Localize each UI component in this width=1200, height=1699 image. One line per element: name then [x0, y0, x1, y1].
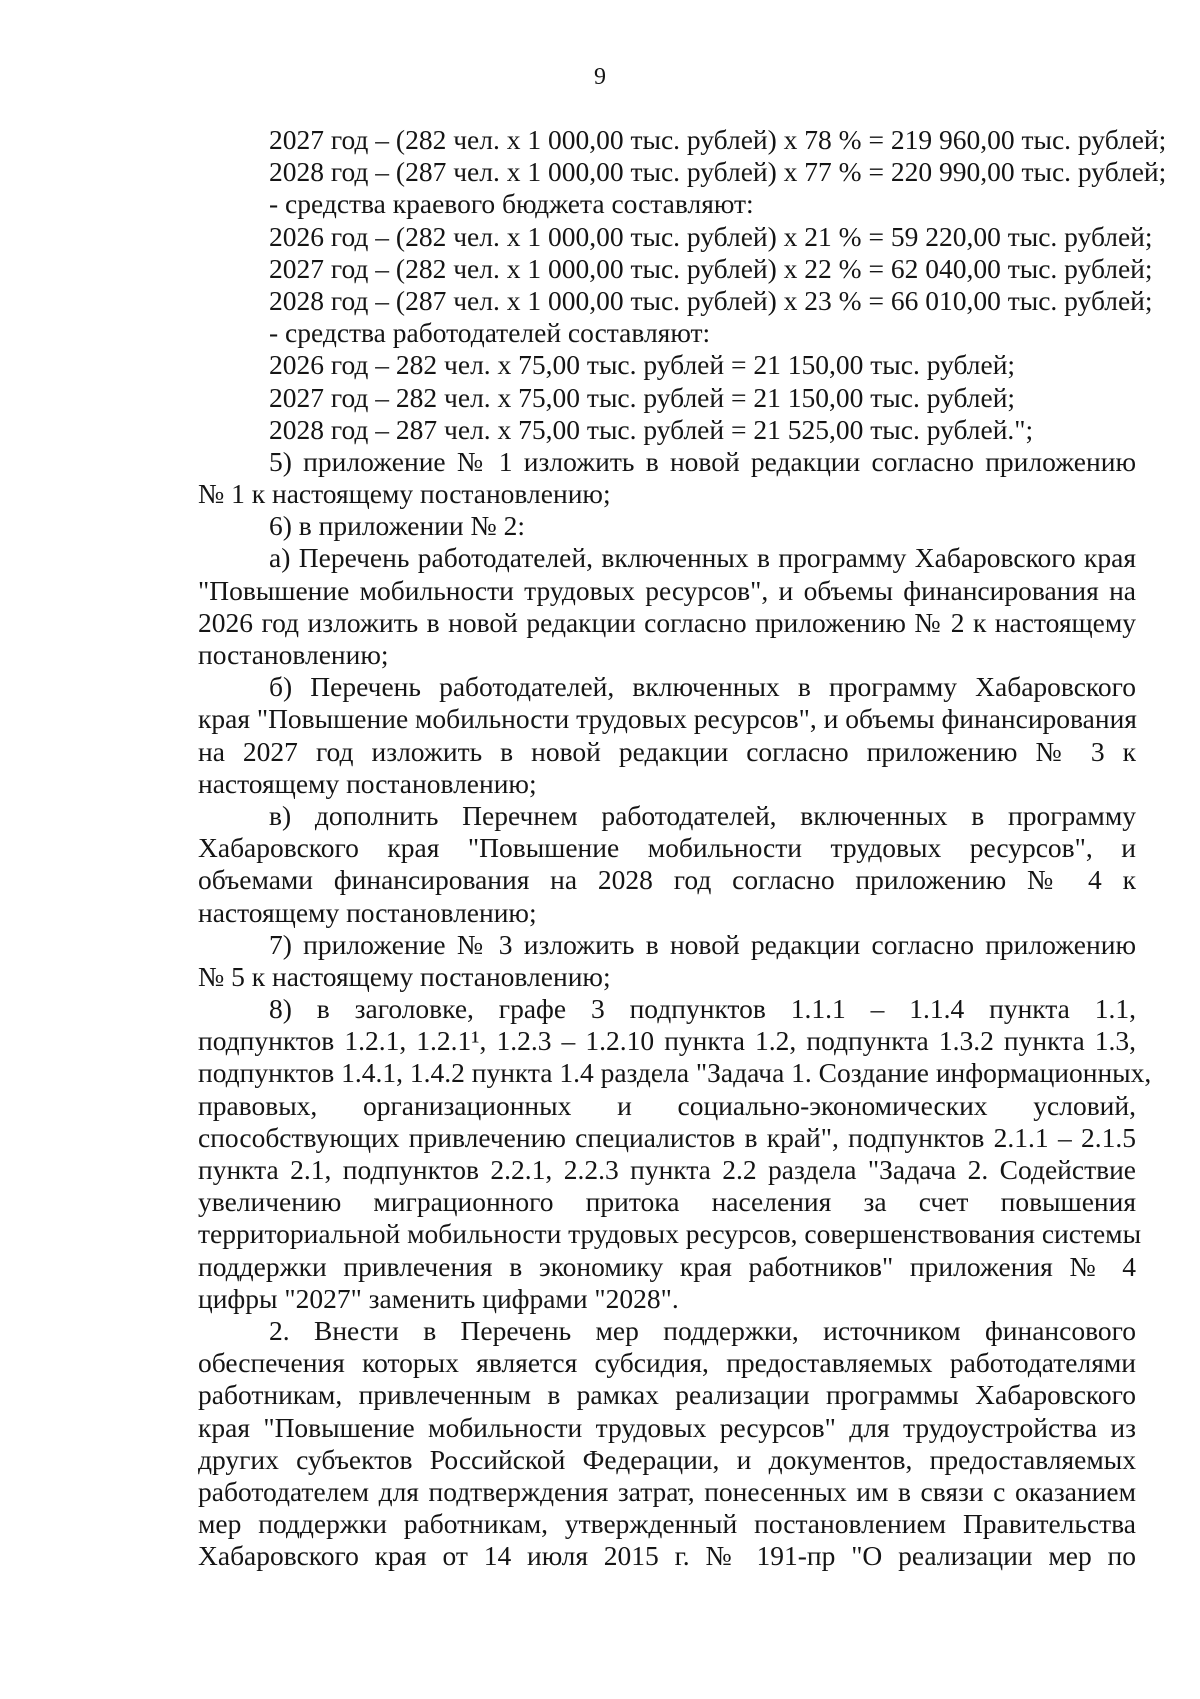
text-line: мер поддержки работникам, утвержденный постановлением Правительства: [198, 1508, 1136, 1540]
text-line: 2027 год – 282 чел. x 75,00 тыс. рублей = 21 150,00 тыс. рублей;: [269, 381, 1016, 413]
text-line: - средства работодателей составляют:: [269, 317, 711, 349]
text-line: № 1 к настоящему постановлению;: [198, 478, 611, 510]
text-line: 7) приложение № 3 изложить в новой редакции согласно приложению: [269, 928, 1136, 960]
text-line: пункта 2.1, подпунктов 2.2.1, 2.2.3 пункта 2.2 раздела "Задача 2. Содействие: [198, 1154, 1136, 1185]
text-line: Хабаровского края от 14 июля 2015 г. № 191-пр "О реализации мер по: [198, 1540, 1136, 1572]
text-line: территориальной мобильности трудовых ресурсов, совершенствования системы: [198, 1218, 1142, 1250]
text-line: б) Перечень работодателей, включенных в программу Хабаровского: [269, 671, 1136, 703]
text-line: цифры "2027" заменить цифрами "2028".: [198, 1282, 679, 1314]
text-line: края "Повышение мобильности трудовых ресурсов", и объемы финансирования: [198, 703, 1137, 735]
text-line: постановлению;: [198, 639, 389, 670]
text-line: в) дополнить Перечнем работодателей, включенных в программу: [269, 799, 1136, 831]
text-line: 2026 год – (282 чел. x 1 000,00 тыс. рублей) x 21 % = 59 220,00 тыс. рублей;: [269, 220, 1153, 252]
document-body: [198, 124, 1167, 1572]
text-line: 2. Внести в Перечень мер поддержки, источником финансового: [269, 1314, 1136, 1346]
text-line: подпунктов 1.4.1, 1.4.2 пункта 1.4 раздела "Задача 1. Создание информационных,: [198, 1057, 1152, 1089]
text-line: на 2027 год изложить в новой редакции согласно приложению № 3 к: [198, 735, 1136, 767]
text-line: а) Перечень работодателей, включенных в программу Хабаровского края: [269, 542, 1136, 574]
text-line: 2028 год – (287 чел. x 1 000,00 тыс. рублей) x 77 % = 220 990,00 тыс. рублей;: [269, 156, 1167, 188]
text-line: 2027 год – (282 чел. x 1 000,00 тыс. рублей) x 22 % = 62 040,00 тыс. рублей;: [269, 252, 1153, 284]
text-line: Хабаровского края "Повышение мобильности трудовых ресурсов", и: [198, 832, 1136, 864]
text-line: "Повышение мобильности трудовых ресурсов", и объемы финансирования на: [198, 574, 1136, 606]
text-line: обеспечения которых является субсидия, предоставляемых работодателями: [198, 1347, 1136, 1379]
text-line: 2028 год – 287 чел. x 75,00 тыс. рублей = 21 525,00 тыс. рублей.";: [269, 413, 1034, 445]
text-line: 6) в приложении № 2:: [269, 510, 525, 542]
text-line: работникам, привлеченным в рамках реализации программы Хабаровского: [198, 1379, 1136, 1411]
page-number: 9: [594, 64, 606, 90]
text-line: увеличению миграционного притока населения за счет повышения: [198, 1186, 1136, 1218]
text-line: правовых, организационных и социально-экономических условий,: [198, 1089, 1136, 1121]
text-line: 2026 год – 282 чел. x 75,00 тыс. рублей = 21 150,00 тыс. рублей;: [269, 349, 1016, 381]
text-line: 5) приложение № 1 изложить в новой редакции согласно приложению: [269, 445, 1136, 477]
text-line: настоящему постановлению;: [198, 896, 537, 928]
text-line: края "Повышение мобильности трудовых ресурсов" для трудоустройства из: [198, 1411, 1136, 1443]
text-line: подпунктов 1.2.1, 1.2.1¹, 1.2.3 – 1.2.10 пункта 1.2, подпункта 1.3.2 пункта 1.3,: [198, 1025, 1136, 1057]
text-line: 2027 год – (282 чел. x 1 000,00 тыс. рублей) x 78 % = 219 960,00 тыс. рублей;: [269, 124, 1167, 155]
text-line: - средства краевого бюджета составляют:: [269, 188, 754, 220]
text-line: 2026 год изложить в новой редакции согласно приложению № 2 к настоящему: [198, 606, 1136, 638]
text-line: работодателем для подтверждения затрат, понесенных им в связи с оказанием: [198, 1475, 1136, 1507]
text-line: 8) в заголовке, графе 3 подпунктов 1.1.1 – 1.1.4 пункта 1.1,: [269, 993, 1136, 1025]
text-line: № 5 к настоящему постановлению;: [198, 960, 611, 992]
text-line: способствующих привлечению специалистов в край", подпунктов 2.1.1 – 2.1.5: [198, 1121, 1136, 1153]
text-line: настоящему постановлению;: [198, 767, 537, 799]
text-line: других субъектов Российской Федерации, и документов, предоставляемых: [198, 1443, 1136, 1475]
text-line: объемами финансирования на 2028 год согласно приложению № 4 к: [198, 864, 1136, 896]
text-line: 2028 год – (287 чел. x 1 000,00 тыс. рублей) x 23 % = 66 010,00 тыс. рублей;: [269, 284, 1153, 316]
text-line: поддержки привлечения в экономику края работников" приложения № 4: [198, 1250, 1136, 1282]
